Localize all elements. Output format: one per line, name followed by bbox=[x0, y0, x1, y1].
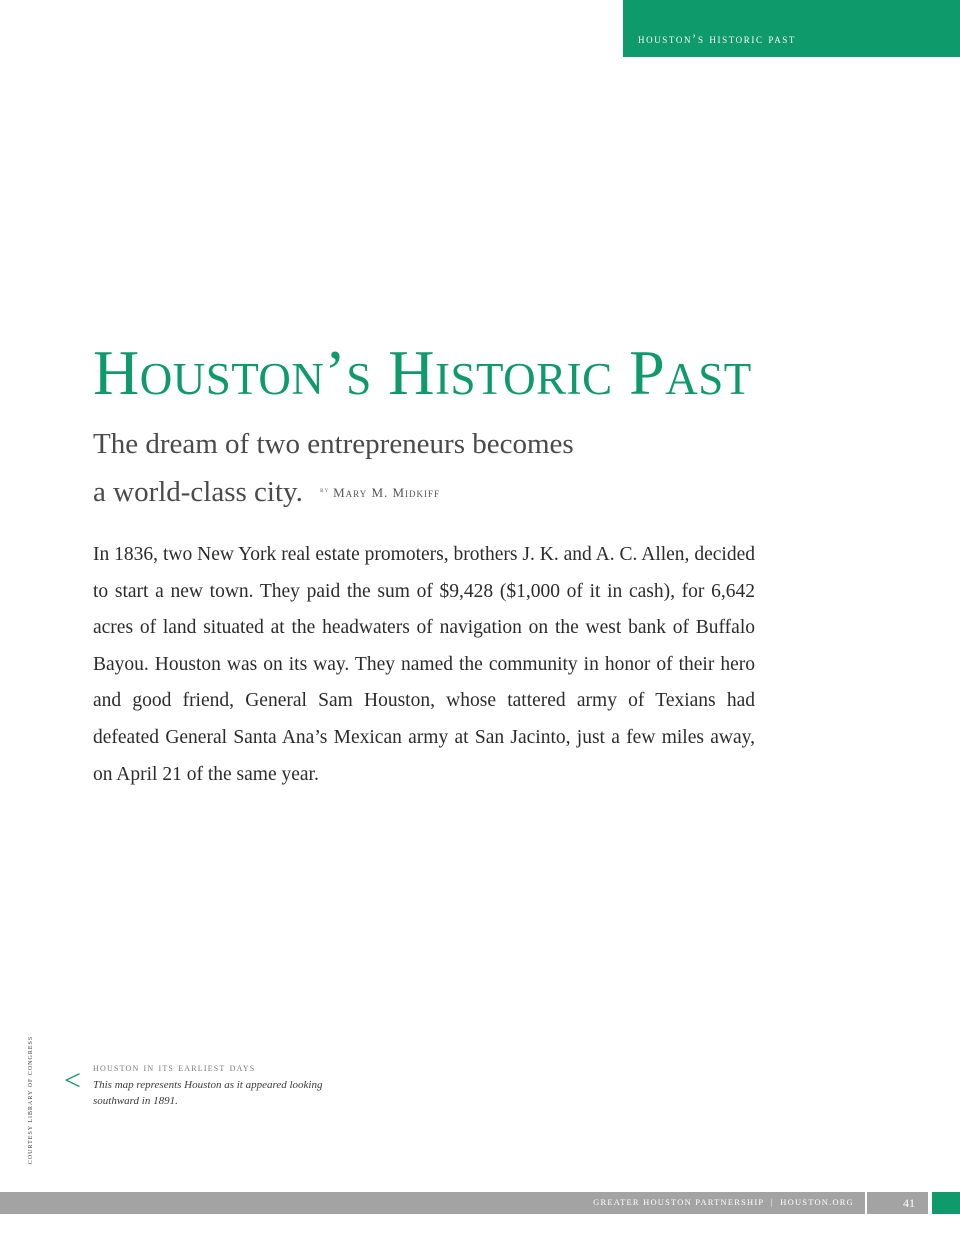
subtitle-line-2-text: a world-class city. bbox=[93, 476, 303, 508]
article-body: In 1836, two New York real estate promoters, brothers J. K. and A. C. Allen, decided to start a new town. They paid the sum of $9,428 ($1,000 of it in cash), for 6,642 acres of land situated at the headwaters of navigation on the west bank of Buffalo Bayou. Houston was on its way. They named the community in honor of their hero and good friend, General Sam Houston, whose tattered army of Texians had defeated General Santa Ana’s Mexican army at San Jacinto, just a few miles away, on April 21 of the same year. bbox=[93, 544, 755, 785]
caption-title: houston in its earliest days bbox=[93, 1062, 256, 1074]
article-title: Houston’s Historic Past bbox=[93, 337, 752, 408]
footer-organization: GREATER HOUSTON PARTNERSHIP bbox=[593, 1197, 765, 1207]
footer-accent-block bbox=[932, 1192, 960, 1214]
article-subtitle bbox=[93, 421, 574, 516]
page-number: 41 bbox=[903, 1196, 915, 1210]
byline-prefix: by bbox=[320, 486, 330, 494]
footer-divider bbox=[865, 1192, 867, 1214]
footer-bar bbox=[0, 1192, 928, 1214]
subtitle-line-1: The dream of two entrepreneurs becomes bbox=[93, 428, 574, 460]
section-label: houston’s historic past bbox=[638, 31, 796, 46]
footer-separator: | bbox=[770, 1197, 774, 1207]
subtitle-line-2 bbox=[93, 467, 574, 516]
footer-credits bbox=[593, 1197, 854, 1207]
photo-credit: COURTESY LIBRARY OF CONGRESS bbox=[28, 1035, 34, 1165]
author-name: Mary M. Midkiff bbox=[333, 485, 441, 500]
caption-arrow-icon: < bbox=[64, 1064, 81, 1097]
footer-website: HOUSTON.ORG bbox=[780, 1197, 854, 1207]
section-header-tab bbox=[623, 0, 960, 57]
byline bbox=[320, 467, 440, 516]
caption-text: This map represents Houston as it appeared looking southward in 1891. bbox=[93, 1079, 323, 1107]
